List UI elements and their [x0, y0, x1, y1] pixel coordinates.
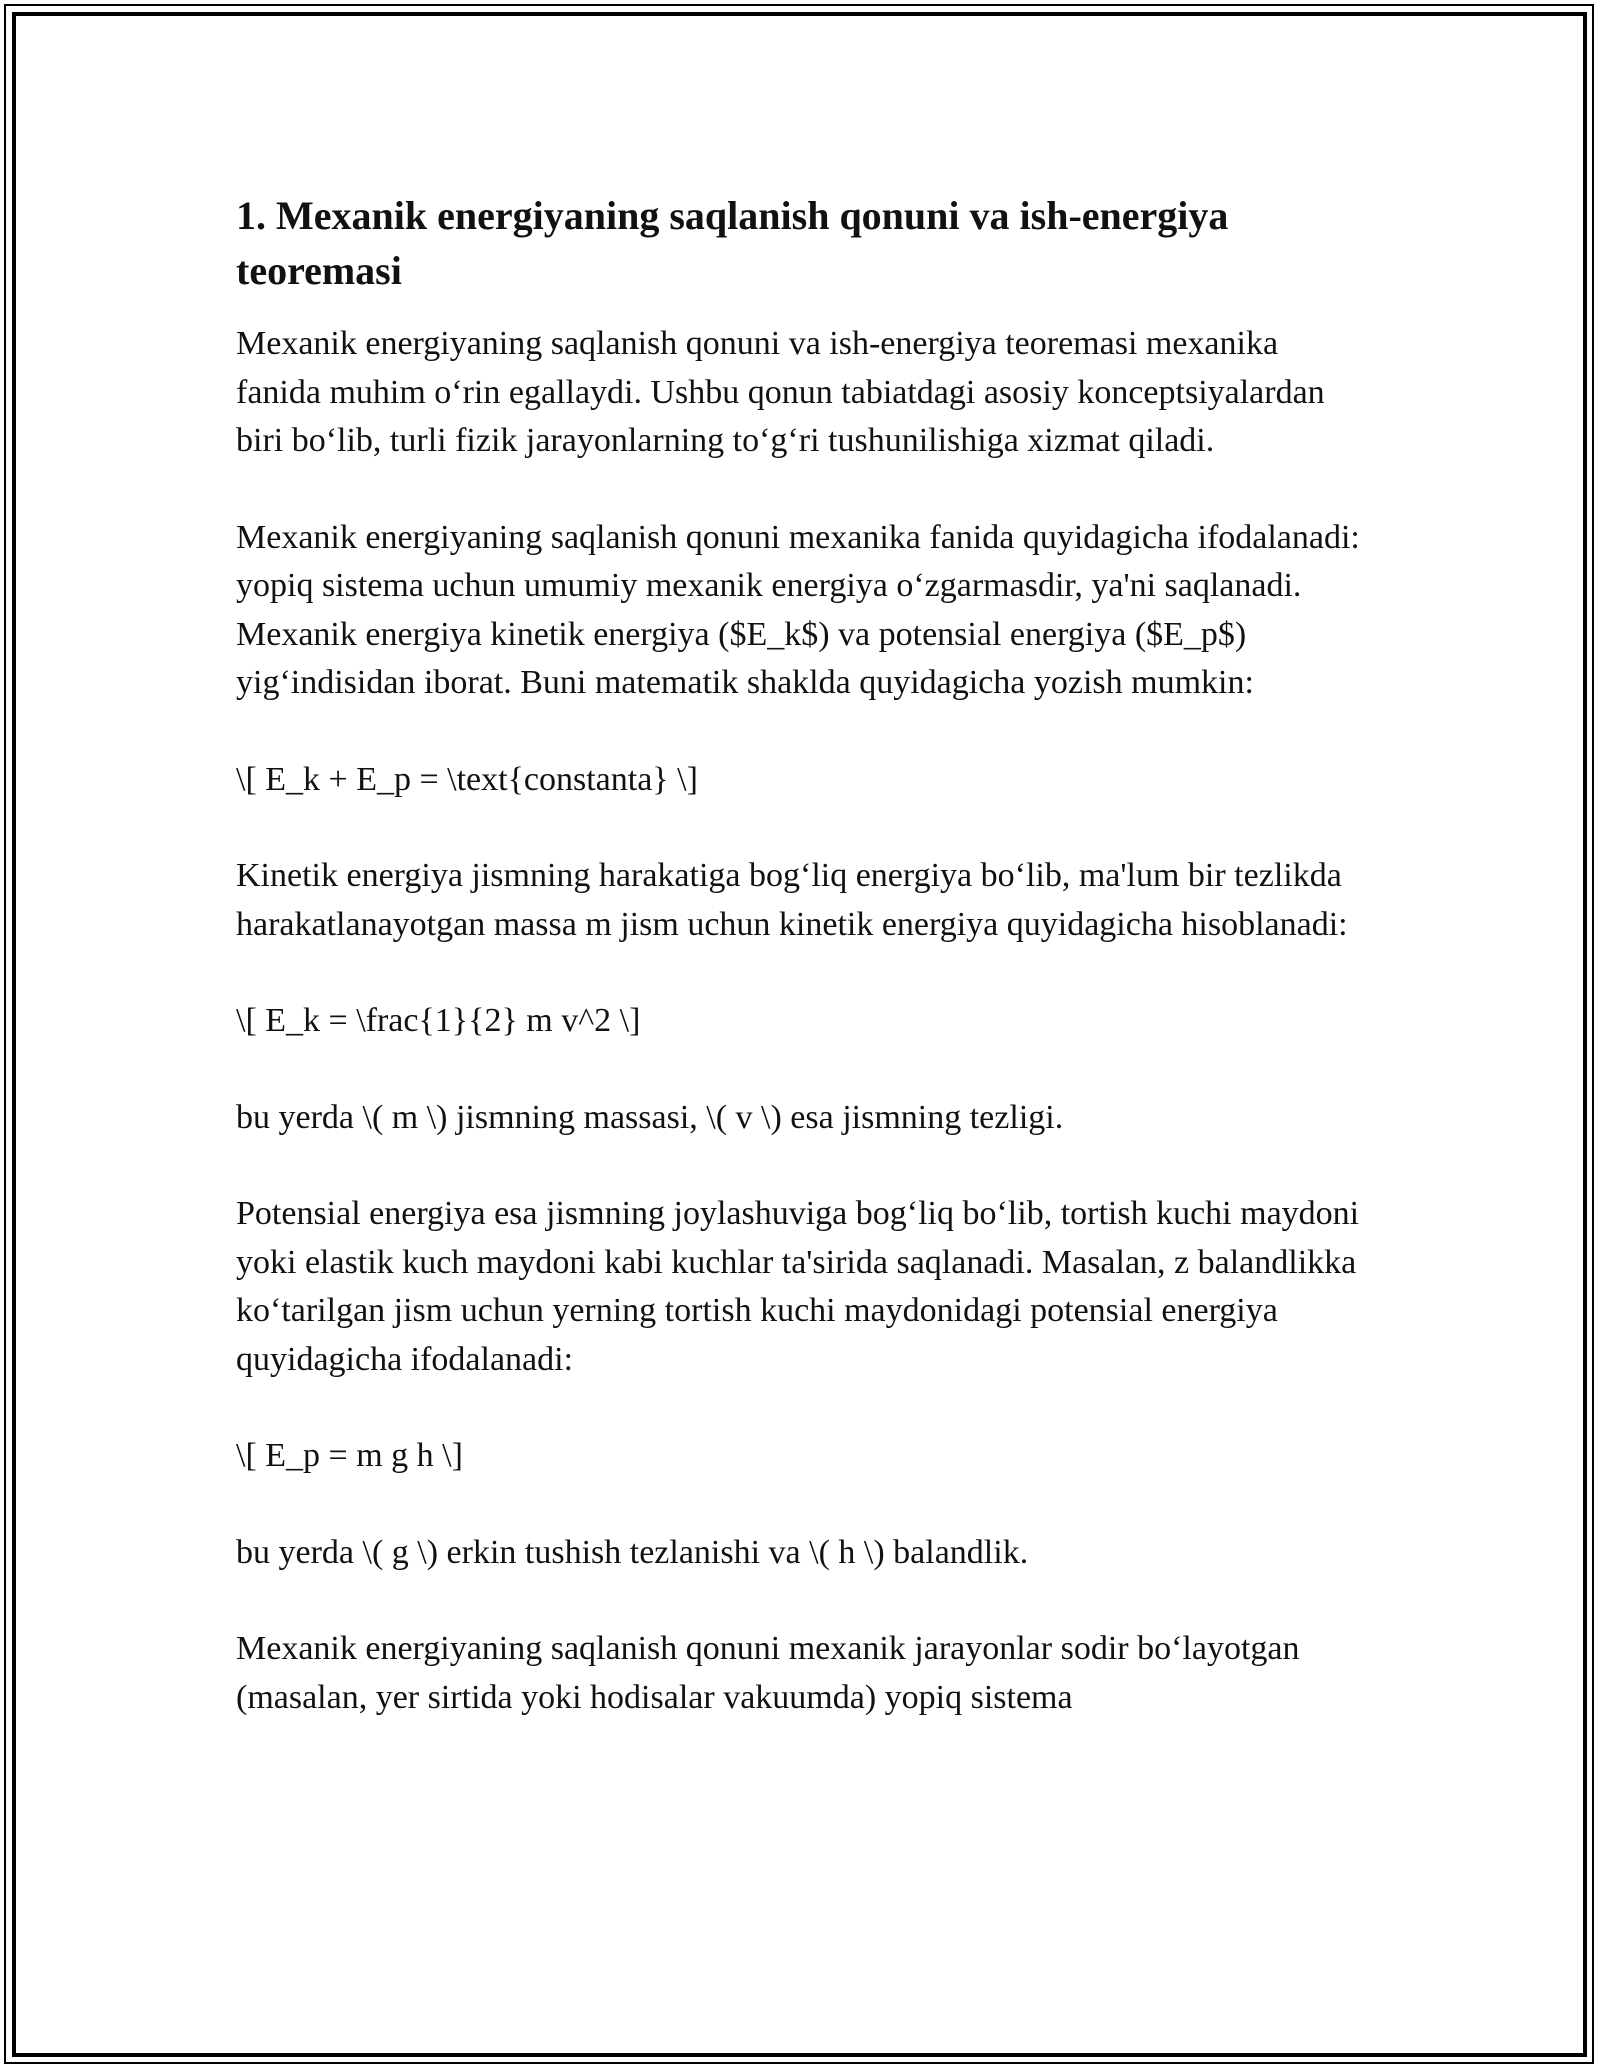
formula-total-energy: \[ E_k + E_p = \text{constanta} \] — [236, 760, 698, 798]
paragraph-potential-energy: Potensial energiya esa jismning joylashuviga bog‘liq bo‘lib, tortish kuchi maydoni yoki elastik kuch maydoni kabi kuchlar ta'sirida saqlanadi. Masalan, z balandlikka ko‘tarilgan jism uchun yerning tortish kuchi maydonidagi potensial energiya quyidagicha ifodalanadi: — [236, 1195, 1360, 1378]
section-heading: 1. Mexanik energiyaning saqlanish qonuni va ish-energiya teoremasi — [236, 193, 1229, 293]
paragraph-intro: Mexanik energiyaning saqlanish qonuni va ish-energiya teoremasi mexanika fanida muhim o‘rin egallaydi. Ushbu qonun tabiatdagi asosiy konceptsiyalardan biri bo‘lib, turli fizik jarayonlarning to‘g‘ri tushunilishiga xizmat qiladi. — [236, 325, 1325, 459]
paragraph-conservation-law: Mexanik energiyaning saqlanish qonuni mexanika fanida quyidagicha ifodalanadi: yopiq sistema uchun umumiy mexanik energiya o‘zgarmasdir, ya'ni saqlanadi. Mexanik energiya kinetik energiya ($E_k$) va potensial energiya ($E_p$) yig‘indisidan iborat. Buni matematik shaklda quyidagicha yozish mumkin: — [236, 518, 1360, 701]
formula-potential-energy: \[ E_p = m g h \] — [236, 1437, 463, 1474]
paragraph-closed-system: Mexanik energiyaning saqlanish qonuni mexanik jarayonlar sodir bo‘layotgan (masalan, yer sirtida yoki hodisalar vakuumda) yopiq sistema — [236, 1630, 1300, 1716]
paragraph-kinetic-variables: bu yerda \( m \) jismning massasi, \( v \) esa jismning tezligi. — [236, 1098, 1064, 1136]
document-body — [236, 188, 1366, 1770]
paragraph-potential-variables: bu yerda \( g \) erkin tushish tezlanishi va \( h \) balandlik. — [236, 1533, 1029, 1571]
formula-kinetic-energy: \[ E_k = \frac{1}{2} m v^2 \] — [236, 1002, 641, 1039]
paragraph-kinetic-energy: Kinetik energiya jismning harakatiga bog‘liq energiya bo‘lib, ma'lum bir tezlikda harakatlanayotgan massa m jism uchun kinetik energiya quyidagicha hisoblanadi: — [236, 857, 1348, 943]
